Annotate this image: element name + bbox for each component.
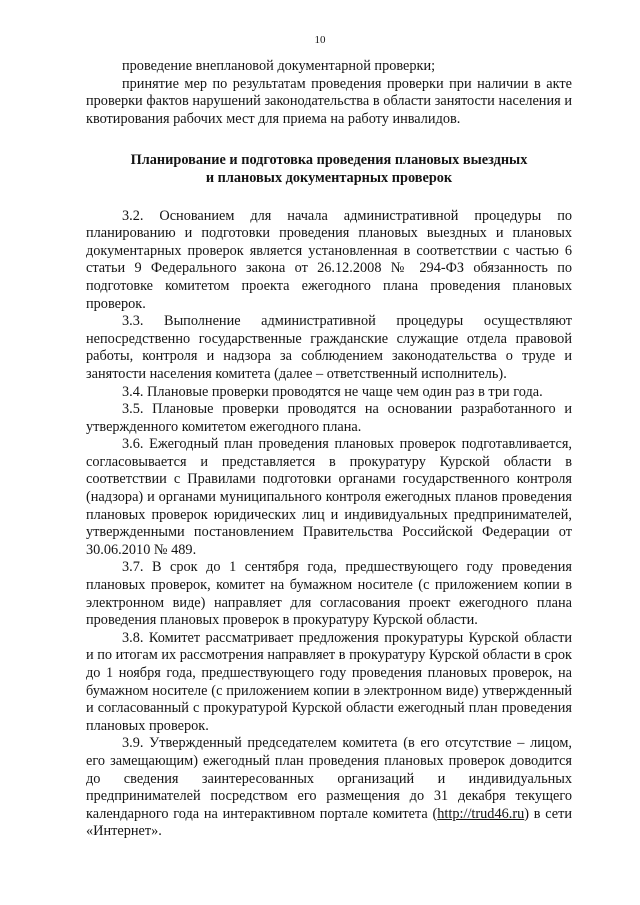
paragraph-3-9 (86, 735, 572, 841)
intro-item-2: принятие мер по результатам проведения проверки при наличии в акте проверки фактов нарушений законодательства в области занятости населения и квотирования рабочих мест для приема на работу инвалидов. (86, 75, 572, 127)
portal-link[interactable]: http://trud46.ru (437, 805, 525, 822)
paragraph-3-8: 3.8. Комитет рассматривает предложения прокуратуры Курской области и по итогам их рассмотрения направляет в прокуратуру Курской области в срок до 1 ноября года, предшествующего году проведения плановых проверок, на бумажном носителе (с приложением копии в электронном виде) утвержденный и согласованный с прокуратурой Курской области ежегодный план проведения плановых проверок. (86, 629, 572, 734)
section-heading (86, 152, 572, 187)
paragraph-3-5: 3.5. Плановые проверки проводятся на основании разработанного и утвержденного комитетом ежегодного плана. (86, 401, 572, 435)
intro-item-1: проведение внеплановой документарной проверки; (122, 58, 436, 74)
paragraph-3-2: 3.2. Основанием для начала административной процедуры по планированию и подготовки проведения плановых выездных и плановых документарных проверок является установленная в соответствии с частью 6 статьи 9 Федерального закона от 26.12.2008 № 294-ФЗ обязанность по подготовке комитетом проекта ежегодного плана проведения плановых проверок. (86, 207, 572, 312)
paragraph-3-6: 3.6. Ежегодный план проведения плановых проверок подготавливается, согласовывается и представляется в прокуратуру Курской области в соответствии с Правилами подготовки органами государственного контроля (надзора) и органами муниципального контроля ежегодных планов проведения плановых проверок юридических лиц и индивидуальных предпринимателей, утвержденными постановлением Правительства Российской Федерации от 30.06.2010 № 489. (86, 436, 572, 558)
paragraph-3-9-text-end: ) в сети «Интернет». (86, 805, 572, 840)
paragraph-3-9-text-start: 3.9. Утвержденный председателем комитета (в его отсутствие – лицом, его замещающим) ежегодный план проведения плановых проверок доводится до сведения заинтересованных организаций и индивидуальных предпринимателей посредством его размещения до 31 декабря текущего календарного года на интерактивном портале комитета ( (86, 735, 572, 822)
paragraph-3-7: 3.7. В срок до 1 сентября года, предшествующего году проведения плановых проверок, комитет на бумажном носителе (с приложением копии в электронном виде) направляет для согласования проект ежегодного плана проведения плановых проверок в прокуратуру Курской области. (86, 559, 572, 629)
section-heading-line-1: Планирование и подготовка проведения плановых выездных (130, 152, 528, 169)
page-number: 10 (314, 34, 326, 46)
document-body (86, 58, 572, 841)
paragraph-3-4: 3.4. Плановые проверки проводятся не чаще чем один раз в три года. (122, 383, 543, 400)
paragraph-3-3: 3.3. Выполнение административной процедуры осуществляют непосредственно государственные гражданские служащие отдела правовой работы, контроля и надзора за соблюдением законодательства о труде и занятости населения комитета (далее – ответственный исполнитель). (86, 313, 572, 382)
section-heading-line-2: и плановых документарных проверок (205, 169, 453, 186)
